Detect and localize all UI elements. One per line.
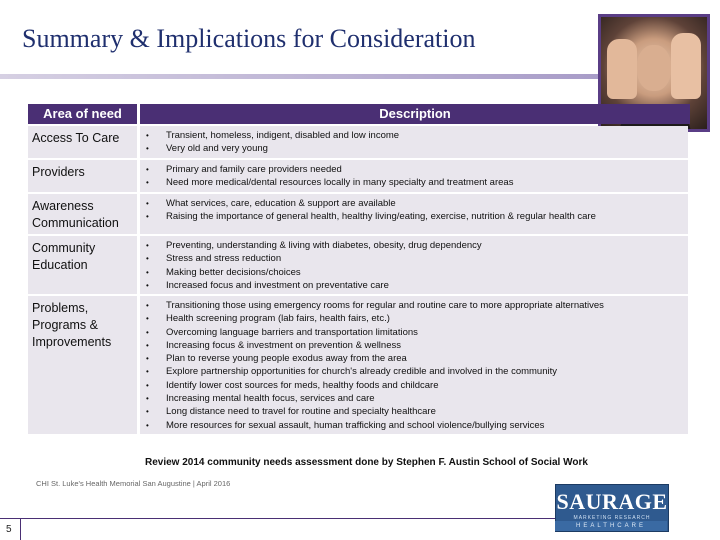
bullet-icon: • bbox=[146, 380, 149, 390]
list-item: • Transient, homeless, indigent, disabled and low income bbox=[146, 130, 400, 141]
column-divider bbox=[137, 236, 140, 294]
list-item: • Increasing focus & investment on prevention & wellness bbox=[146, 339, 401, 351]
table-row-providers bbox=[28, 160, 688, 192]
table-row-access-to-care bbox=[28, 126, 688, 158]
bullet-icon: • bbox=[146, 144, 149, 154]
column-divider bbox=[137, 194, 140, 234]
list-item: • Primary and family care providers needed bbox=[146, 164, 342, 175]
column-divider bbox=[137, 160, 140, 192]
bullet-icon: • bbox=[146, 267, 149, 277]
logo-tagline: MARKETING RESEARCH bbox=[573, 515, 651, 521]
list-item: • Identify lower cost sources for meds, healthy foods and childcare bbox=[146, 379, 439, 391]
bullet-icon: • bbox=[146, 407, 149, 417]
list-item: • Long distance need to travel for routine and specialty healthcare bbox=[146, 406, 436, 418]
page-number: 5 bbox=[6, 524, 12, 535]
list-item: • Increasing mental health focus, services and care bbox=[146, 393, 375, 405]
row-label: Awareness Communication bbox=[32, 199, 119, 230]
footer-divider bbox=[0, 518, 560, 519]
bullet-icon: • bbox=[146, 131, 149, 140]
row-bullet-list bbox=[144, 197, 596, 224]
list-item: • Preventing, understanding & living with diabetes, obesity, drug dependency bbox=[146, 240, 482, 251]
photo-left-hand bbox=[607, 39, 637, 99]
header-description: Description bbox=[140, 104, 690, 124]
list-item: • Increased focus and investment on preventative care bbox=[146, 279, 389, 291]
bullet-icon: • bbox=[146, 301, 149, 310]
bullet-icon: • bbox=[146, 280, 149, 290]
list-item: • Very old and very young bbox=[146, 143, 268, 155]
row-bullet-list bbox=[144, 129, 399, 156]
table-row-awareness-communication bbox=[28, 194, 688, 234]
title-divider bbox=[0, 74, 600, 79]
bullet-icon: • bbox=[146, 165, 149, 174]
bullet-icon: • bbox=[146, 327, 149, 337]
photo-face bbox=[637, 45, 671, 91]
list-item: • Transitioning those using emergency rooms for regular and routine care to more appropriate alternatives bbox=[146, 300, 604, 311]
row-bullet-list bbox=[144, 163, 513, 190]
column-divider bbox=[137, 126, 140, 158]
list-item: • Explore partnership opportunities for church's already credible and involved in the community bbox=[146, 366, 557, 378]
logo-name: SAURAGE bbox=[556, 489, 668, 514]
bullet-icon: • bbox=[146, 199, 149, 208]
bullet-icon: • bbox=[146, 354, 149, 364]
bullet-icon: • bbox=[146, 340, 149, 350]
bullet-icon: • bbox=[146, 394, 149, 404]
bullet-icon: • bbox=[146, 178, 149, 188]
row-label: Providers bbox=[32, 165, 85, 179]
review-note: Review 2014 community needs assessment done by Stephen F. Austin School of Social Work bbox=[145, 457, 588, 468]
list-item: • Making better decisions/choices bbox=[146, 266, 301, 278]
row-bullet-list bbox=[144, 239, 482, 292]
table-row-problems-programs-improvements bbox=[28, 296, 688, 434]
list-item: • Raising the importance of general health, healthy living/eating, exercise, nutrition & regular health care bbox=[146, 211, 596, 223]
bullet-icon: • bbox=[146, 254, 149, 264]
row-label: Problems, Programs & Improvements bbox=[32, 301, 112, 349]
row-label: Access To Care bbox=[32, 131, 120, 145]
list-item: • More resources for sexual assault, human trafficking and school violence/bullying services bbox=[146, 419, 545, 431]
column-divider bbox=[137, 296, 140, 434]
list-item: • Plan to reverse young people exodus away from the area bbox=[146, 353, 407, 365]
header-area-of-need: Area of need bbox=[28, 104, 137, 124]
footer-credit: CHI St. Luke's Health Memorial San Augustine | April 2016 bbox=[36, 479, 231, 488]
bullet-icon: • bbox=[146, 314, 149, 324]
slide-title: Summary & Implications for Consideration bbox=[22, 24, 476, 53]
bullet-icon: • bbox=[146, 241, 149, 250]
row-bullet-list bbox=[144, 299, 604, 432]
list-item: • Overcoming language barriers and transportation limitations bbox=[146, 326, 418, 338]
row-label: Community Education bbox=[32, 241, 96, 272]
bullet-icon: • bbox=[146, 367, 149, 377]
list-item: • What services, care, education & support are available bbox=[146, 198, 396, 209]
table-row-community-education bbox=[28, 236, 688, 294]
list-item: • Health screening program (lab fairs, health fairs, etc.) bbox=[146, 313, 390, 325]
list-item: • Need more medical/dental resources locally in many specialty and treatment areas bbox=[146, 177, 514, 189]
bullet-icon: • bbox=[146, 212, 149, 222]
list-item: • Stress and stress reduction bbox=[146, 253, 282, 265]
bullet-icon: • bbox=[146, 420, 149, 430]
photo-right-hand bbox=[671, 33, 701, 99]
logo-subtitle: HEALTHCARE bbox=[555, 521, 667, 531]
